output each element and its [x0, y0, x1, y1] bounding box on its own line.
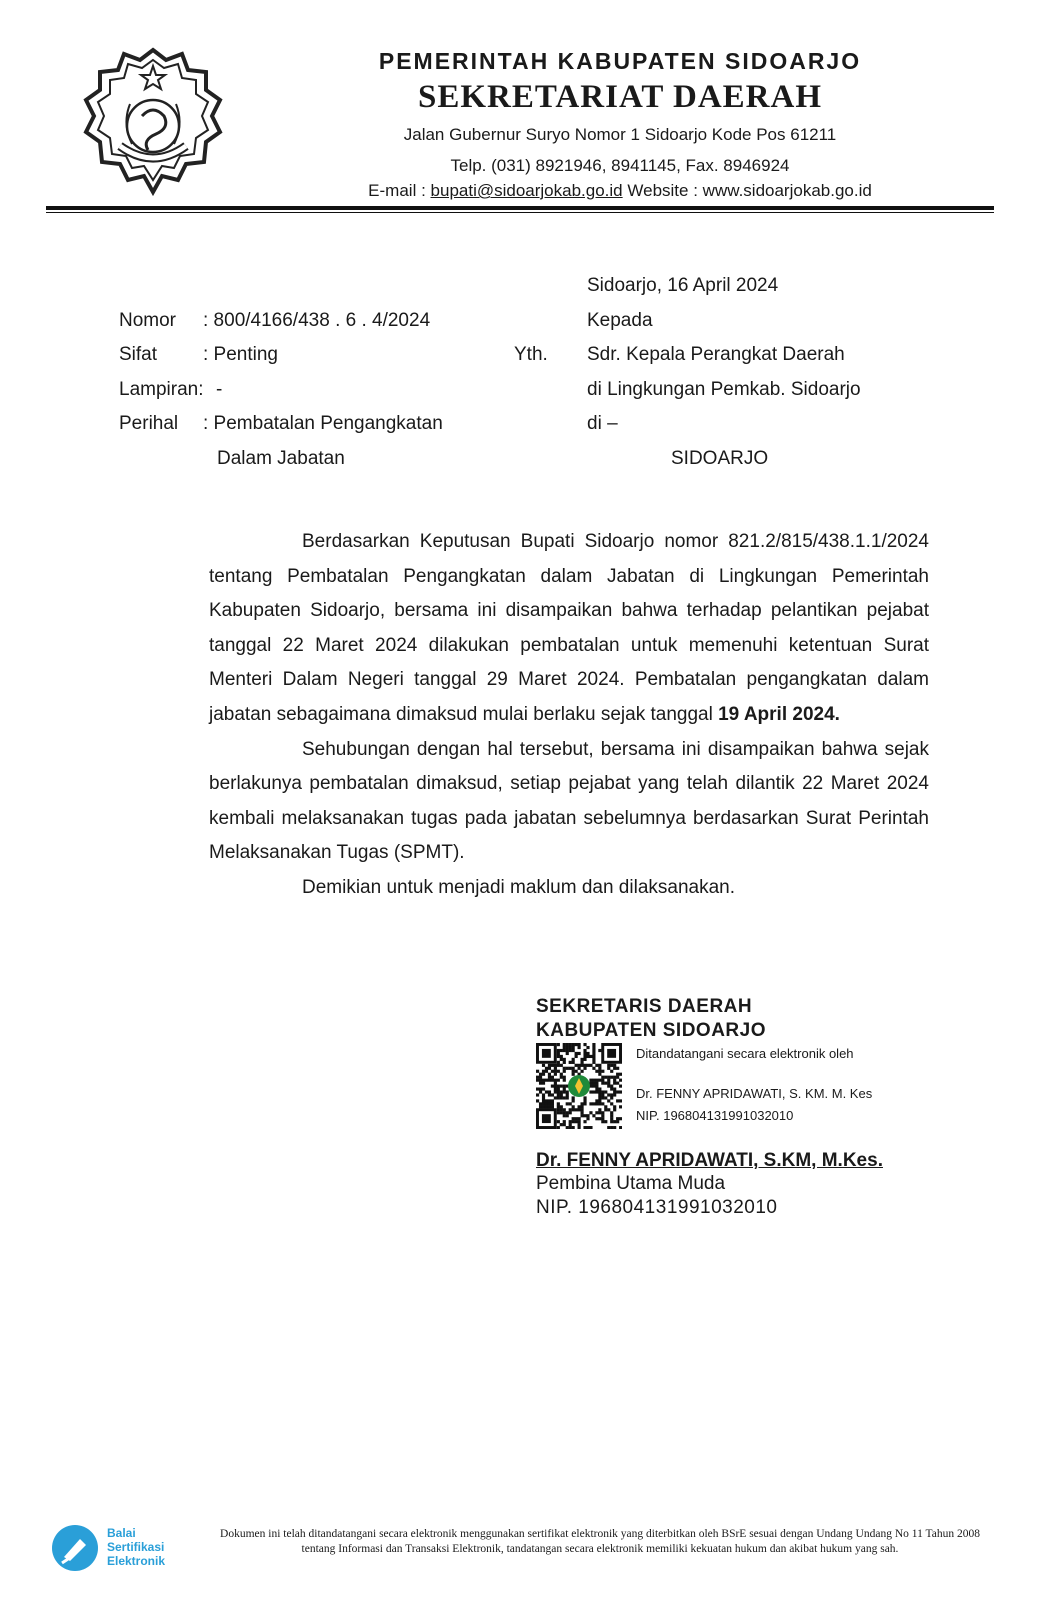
bsre-label-3: Elektronik — [107, 1554, 166, 1568]
esign-name: Dr. FENNY APRIDAWATI, S. KM. M. Kes — [636, 1086, 873, 1101]
bsre-label-1: Balai — [107, 1526, 136, 1540]
esign-note: Ditandatangani secara elektronik oleh — [636, 1046, 854, 1061]
signer-nip: NIP. 196804131991032010 — [536, 1197, 778, 1218]
sifat-value: : Penting — [203, 344, 278, 365]
electronic-signature-info — [636, 1043, 872, 1127]
recipient-city: SIDOARJO — [671, 448, 769, 469]
effective-date: 19 April 2024. — [718, 703, 840, 725]
body-paragraph-1-text: Berdasarkan Keputusan Bupati Sidoarjo nomor 821.2/815/438.1.1/2024 tentang Pembatalan Pengangkatan dalam Jabatan di Lingkungan Pemerintah Kabupaten Sidoarjo, bersama ini disampaikan bahwa terhadap pelantikan pejabat tanggal 22 Maret 2024 dilakukan pembatalan untuk memenuhi ketentuan Surat Menteri Dalam Negeri tanggal 29 Maret 2024. Pembatalan pengangkatan dalam jabatan sebagaimana dimaksud mulai berlaku sejak tanggal — [209, 531, 929, 725]
body-paragraph-1 — [209, 525, 929, 733]
letterhead-contact — [290, 178, 950, 203]
signature-block — [536, 995, 956, 1043]
letterhead-divider-thick — [46, 206, 994, 210]
recipient-di: di – — [587, 413, 618, 434]
body-paragraph-2: Sehubungan dengan hal tersebut, bersama ini disampaikan bahwa sejak berlakunya pembatalan dimaksud, setiap pejabat yang telah dilantik 22 Maret 2024 kembali melaksanakan tugas pada jabatan sebelumnya berdasarkan Surat Perintah Melaksanakan Tugas (SPMT). — [209, 738, 929, 864]
perihal-value-1: : Pembatalan Pengangkatan — [203, 413, 443, 434]
bsre-label — [107, 1526, 165, 1568]
kepada-label: Kepada — [587, 310, 653, 331]
email-label: E-mail : — [368, 181, 426, 200]
lampiran-label: Lampiran: — [119, 379, 204, 400]
bsre-label-2: Sertifikasi — [107, 1540, 165, 1554]
perihal-value-2: Dalam Jabatan — [217, 448, 345, 469]
nomor-label: Nomor — [119, 310, 177, 331]
letter-date: Sidoarjo, 16 April 2024 — [587, 275, 779, 296]
footer-legal-note: Dokumen ini telah ditandatangani secara elektronik menggunakan sertifikat elektronik yang diterbitkan oleh BSrE sesuai dengan Undang Undang No 11 Tahun 2008 tentang Informasi dan Transaksi Elektronik, tandatangan secara elektronik memiliki kekuatan hukum dan akibat hukum yang sah. — [220, 1528, 980, 1555]
signer-position-1: SEKRETARIS DAERAH — [536, 996, 753, 1017]
letterhead — [290, 46, 950, 203]
lampiran-value: - — [216, 379, 223, 400]
esign-nip: NIP. 196804131991032010 — [636, 1108, 794, 1123]
perihal-label: Perihal — [119, 413, 179, 434]
signer-position-2: KABUPATEN SIDOARJO — [536, 1020, 766, 1041]
sidoarjo-seal-logo — [82, 46, 224, 198]
letterhead-address: Jalan Gubernur Suryo Nomor 1 Sidoarjo Kode Pos 61211 — [403, 125, 837, 144]
signer-rank: Pembina Utama Muda — [536, 1173, 726, 1194]
letterhead-office: SEKRETARIAT DAERAH — [418, 79, 822, 115]
recipient-line-2: di Lingkungan Pemkab. Sidoarjo — [587, 379, 861, 400]
website-link[interactable]: www.sidoarjokab.go.id — [702, 181, 872, 200]
body-paragraph-3: Demikian untuk menjadi maklum dan dilaksanakan. — [302, 876, 736, 898]
recipient-line-1: Sdr. Kepala Perangkat Daerah — [587, 344, 845, 365]
website-label: Website : — [627, 181, 698, 200]
qr-code-icon — [536, 1043, 622, 1129]
email-link[interactable]: bupati@sidoarjokab.go.id — [430, 181, 623, 200]
letterhead-government: PEMERINTAH KABUPATEN SIDOARJO — [378, 48, 862, 74]
nomor-value: : 800/4166/438 . 6 . 4/2024 — [203, 310, 431, 331]
bsre-logo-icon — [50, 1523, 100, 1573]
sifat-label: Sifat — [119, 344, 158, 365]
signer-name: Dr. FENNY APRIDAWATI, S.KM, M.Kes. — [536, 1150, 883, 1171]
letterhead-divider-thin — [46, 212, 994, 213]
letter-body — [209, 525, 929, 906]
yth-label: Yth. — [514, 344, 548, 365]
letterhead-phone: Telp. (031) 8921946, 8941145, Fax. 8946924 — [450, 156, 790, 175]
